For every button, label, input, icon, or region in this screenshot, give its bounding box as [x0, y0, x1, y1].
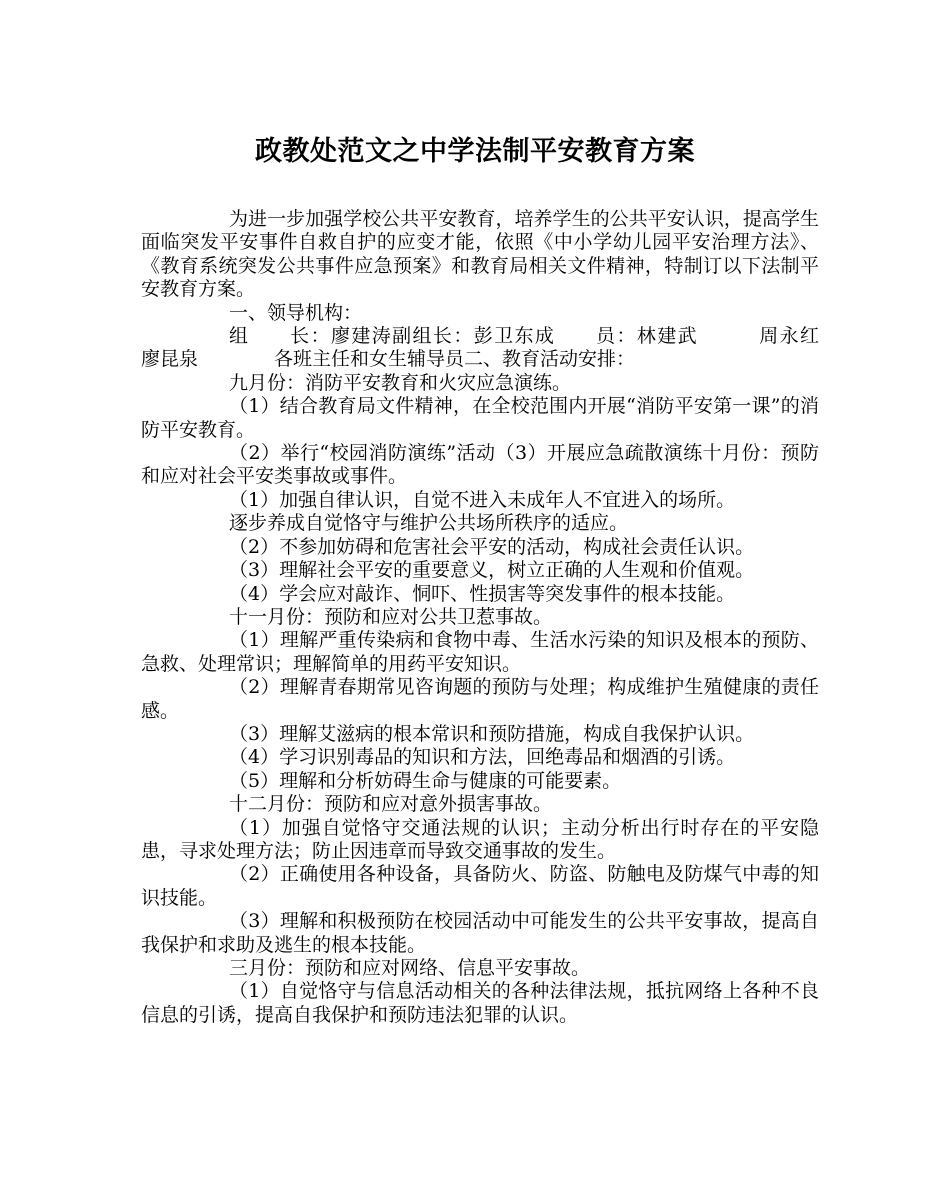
- paragraph: （1）理解严重传染病和食物中毒、生活水污染的知识及根本的预防、急救、处理常识；理解简单的用药平安知识。: [141, 629, 819, 675]
- paragraph: 为进一步加强学校公共平安教育，培养学生的公共平安认识，提高学生面临突发平安事件自救自护的应变才能，依照《中小学幼儿园平安治理方法》、《教育系统突发公共事件应急预案》和教育局相关文件精神，特制订以下法制平安教育方案。: [141, 208, 819, 301]
- paragraph: （4）学会应对敲诈、恫吓、性损害等突发事件的根本技能。: [229, 582, 736, 605]
- paragraph: （1）加强自律认识，自觉不进入未成年人不宜进入的场所。: [229, 488, 736, 511]
- paragraph: （2）举行“校园消防演练”活动（3）开展应急疏散演练十月份：预防和应对社会平安类事故或事件。: [141, 442, 819, 488]
- paragraph: （2）正确使用各种设备，具备防火、防盗、防触电及防煤气中毒的知识技能。: [141, 863, 819, 909]
- paragraph: 十一月份：预防和应对公共卫惹事故。: [229, 605, 553, 628]
- document-body: [141, 208, 877, 1027]
- paragraph: （1）加强自觉恪守交通法规的认识；主动分析出行时存在的平安隐患，寻求处理方法；防止因违章而导致交通事故的发生。: [141, 816, 819, 862]
- paragraph: （3）理解社会平安的重要意义，树立正确的人生观和价值观。: [229, 559, 755, 582]
- paragraph: 一、领导机构：: [229, 301, 363, 324]
- paragraph: （2）不参加妨碍和危害社会平安的活动，构成社会责任认识。: [229, 535, 755, 558]
- paragraph: （1）自觉恪守与信息活动相关的各种法律法规，抵抗网络上各种不良信息的引诱，提高自我保护和预防违法犯罪的认识。: [141, 980, 819, 1026]
- paragraph: 逐步养成自觉恪守与维护公共场所秩序的适应。: [229, 512, 629, 535]
- paragraph: （4）学习识别毒品的知识和方法，回绝毒品和烟酒的引诱。: [229, 746, 736, 769]
- paragraph: （5）理解和分析妨碍生命与健康的可能要素。: [229, 769, 622, 792]
- paragraph: 九月份：消防平安教育和火灾应急演练。: [229, 371, 572, 394]
- paragraph: （3）理解艾滋病的根本常识和预防措施，构成自我保护认识。: [229, 722, 755, 745]
- paragraph: 组 长：廖建涛副组长：彭卫东成 员：林建武 周永红 廖昆泉 各班主任和女生辅导员二、教育活动安排：: [141, 325, 877, 371]
- paragraph: 三月份：预防和应对网络、信息平安事故。: [229, 957, 591, 979]
- document-title: 政教处范文之中学法制平安教育方案: [255, 136, 695, 167]
- paragraph: （3）理解和积极预防在校园活动中可能发生的公共平安事故，提高自我保护和求助及逃生的根本技能。: [141, 910, 819, 956]
- paragraph: 十二月份：预防和应对意外损害事故。: [229, 793, 553, 816]
- paragraph: （2）理解青春期常见咨询题的预防与处理；构成维护生殖健康的责任感。: [141, 676, 819, 722]
- paragraph: （1）结合教育局文件精神，在全校范围内开展“消防平安第一课”的消防平安教育。: [141, 395, 819, 441]
